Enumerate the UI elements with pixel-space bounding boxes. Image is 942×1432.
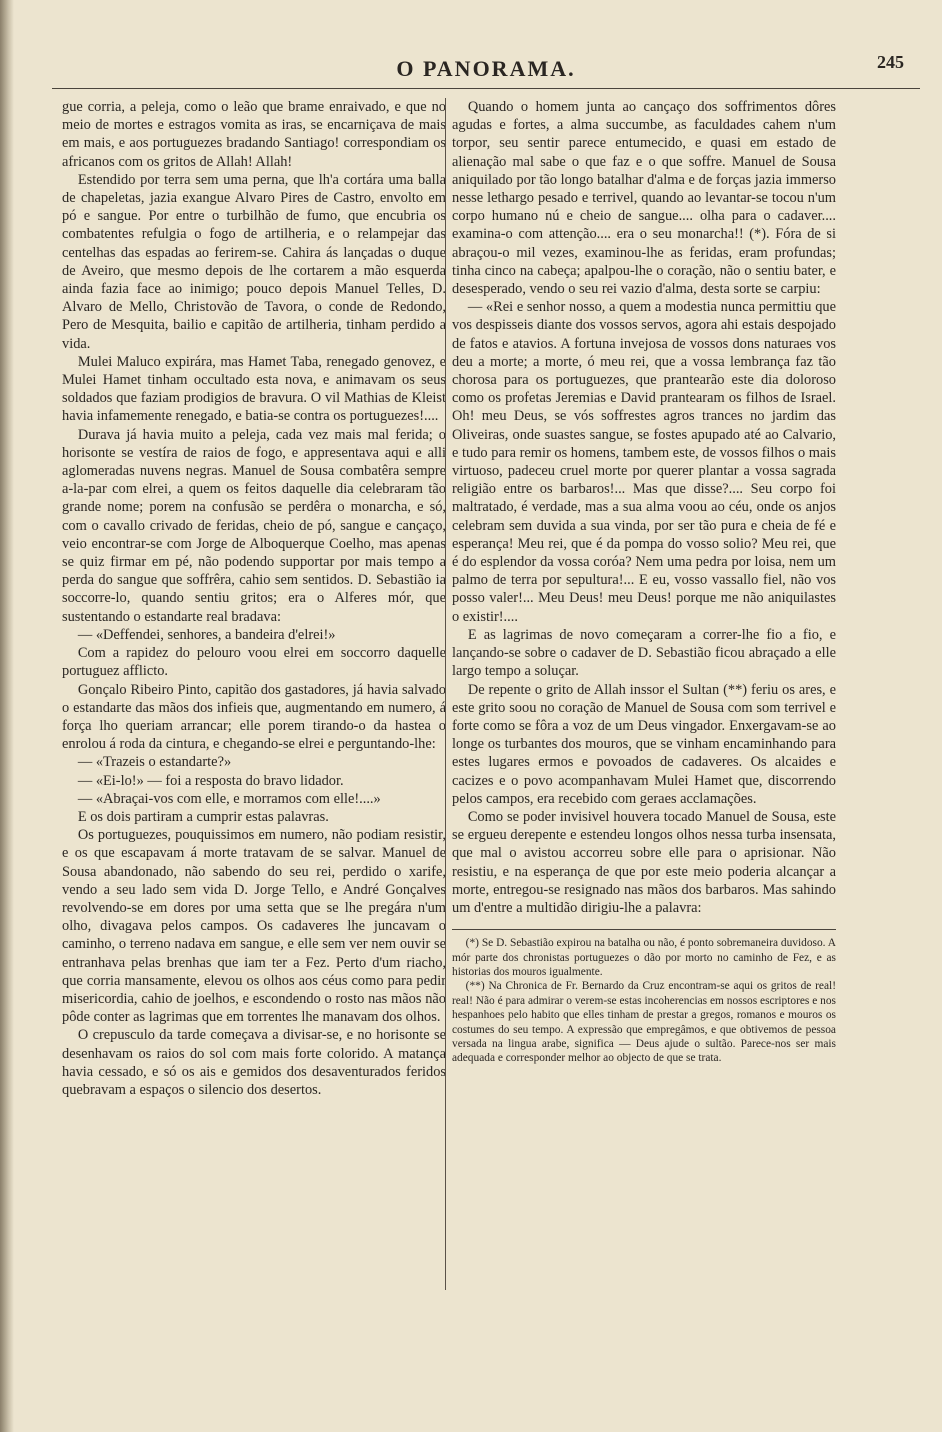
paragraph: Os portuguezes, pouquissimos em numero, não podiam resistir, e os que escapavam á morte tratavam de se salvar. Manuel de Sousa abandonado, não sabendo do seu rei, perdido o xarife, vendo a seu lado sem vida D. Jorge Tello, e André Gonçalves revolvendo-se em dores por uma setta que se lhe pregára n'um olho, divagava pelos campos. Os cadaveres lhe juncavam o caminho, o terreno nadava em sangue, e elle sem ver nem ouvir se entranhava pelas brenhas que iam ter a Fez. Perto d'um riacho, que corria mansamente, elevou os olhos aos céus como para pedir misericordia, cahio de joelhos, e escondendo o rosto nas mãos não pôde conter as lagrimas que em torrentes lhe manavam dos olhos. xyxy=(62,827,446,1026)
column-divider xyxy=(445,98,446,1290)
header-rule xyxy=(52,88,920,89)
paragraph: gue corria, a peleja, como o leão que brame enraivado, e que no meio de mortes e estragos vomita as iras, se encarniçava de mais em mais, e aos portuguezes bradando Santiago! correspondiam os africanos com os gritos de Allah! Allah! xyxy=(62,99,446,170)
footnote: (**) Na Chronica de Fr. Bernardo da Cruz encontram-se aqui os gritos de real! real! Não é para admirar o verem-se estas incoherencias em nossos escriptores e nos hespanhoes pelo habito que elles tinham de prestar a gregos, romanos e mouros os costumes do seu tempo. A expressão que empregâmos, e que obtivemos de pessoa versada na lingua arabe, significa — Deus ajude o sultão. Parece-nos ser mais adequada e corresponder melhor ao objecto de que se trata. xyxy=(452,980,836,1065)
paragraph: E os dois partiram a cumprir estas palavras. xyxy=(77,808,329,825)
dialogue-line: — «Ei-lo!» — foi a resposta do bravo lidador. xyxy=(77,772,344,789)
paragraph: Mulei Maluco expirára, mas Hamet Taba, renegado genovez, e Mulei Hamet tinham occultado esta nova, e animavam os seus soldados que faziam prodigios de bravura. O vil Mathias de Kleist havia infamemente renegado, e batia-se contra os portuguezes!.... xyxy=(62,353,446,425)
paragraph: Quando o homem junta ao cançaço dos soffrimentos dôres agudas e fortes, a alma succumbe, as faculdades cahem n'um torpor, seu sentir parece entumecido, e quasi em estado de alienação mal sabe o que faz e o que soffre. Manuel de Sousa aniquilado por tão longo batalhar d'alma e de forças jazia immerso nesse lethargo pesado e terrivel, quando ao levantar-se tocou n'um corpo humano nú e cheio de sangue.... olha para o cadaver.... examina-o com attenção.... era o seu monarcha!! (*). Fóra de si abraçou-o mil vezes, examinou-lhe as feridas, eram profundas; tinha cinco na cabeça; apalpou-lhe o coração, não o sentiu bater, e desesperado, vendo o seu rei vazio d'alma, desta sorte se carpiu: xyxy=(452,99,836,298)
dialogue-line: — «Deffendei, senhores, a bandeira d'elrei!» xyxy=(77,626,336,643)
dialogue-line: — «Rei e senhor nosso, a quem a modestia nunca permittiu que vos despisseis diante dos vossos servos, agora ahi estais despojado de fatos e atavios. A fortuna invejosa de vossos dons naturaes vos deu a morte; a morte, ó meu rei, que a vossa lembrança faz tão chorosa para os portuguezes, que prantearão este dia doloroso como os profetas Jeremias e David prantearam os filhos de Israel. Oh! meu Deus, se vós soffrestes agros trances no jardim das Oliveiras, onde suastes sangue, se fostes apupado até ao Calvario, e tudo para remir os homens, tambem este, de vossos filhos o mais virtuoso, padeceu cruel morte por querer plantar a vossa sagrada religião entre os barbaros!... Mas que disse?.... Seu corpo foi maltratado, é verdade, mas a sua alma voou ao céu, onde os anjos celebram sem duvida a sua vinda, por ser tão pura e cheia de fé e esperança! Meu rei, que é da pompa do vosso solio? Meu rei, que é do esplendor da vossa coróa? Nem uma pedra por loisa, nem um palmo de terra por sepultura!... E eu, vosso vassallo fiel, não vos posso valer!... Meu Deus! meu Deus! porque me não aniquilastes o existir!.... xyxy=(452,299,836,625)
paragraph: Com a rapidez do pelouro voou elrei em soccorro daquelle portuguez afflicto. xyxy=(62,645,446,680)
page-header xyxy=(52,48,920,88)
page xyxy=(52,48,920,1098)
dialogue-line: — «Trazeis o estandarte?» xyxy=(77,754,232,771)
right-column xyxy=(452,98,836,1066)
paragraph: Durava já havia muito a peleja, cada vez mais mal ferida; o horisonte se vestíra de raios de fogo, e appresentava aqui e alli aglomeradas nuvens negras. Manuel de Sousa combatêra sempre a-la-par com elrei, a quem os feitos daquelle dia celebraram tão grande nome; porem na confusão se perdêra o monarcha, e só, com o cavallo crivado de feridas, cheio de pó, sangue e cançaço, veio encontrar-se com Jorge de Alboquerque Coelho, mas apenas se quiz firmar em pé, não podendo supportar por mais tempo a perda do sangue que soffrêra, cahio sem sentidos. D. Sebastião ia soccorre-lo, quando sentiu gritos; era o Alferes mór, que sustentando o estandarte real bradava: xyxy=(62,426,446,625)
paragraph: Estendido por terra sem uma perna, que lh'a cortára uma balla de chapeletas, jazia exangue Alvaro Pires de Castro, envolto em pó e sangue. Por entre o turbilhão de fumo, que encubria os combatentes refulgia o fogo de artilheria, e o relampejar das centelhas das espadas ao ferirem-se. Cahira ás lançadas o duque de Aveiro, que mesmo depois de lhe cortarem a mão esquerda ainda fazia face ao inimigo; pouco depois Manuel Telles, D. Alvaro de Mello, Christovão de Tavora, o conde de Redondo, Pero de Mesquita, bailio e capitão de artilheria, tinham perdido a vida. xyxy=(62,171,446,352)
paragraph: Como se poder invisivel houvera tocado Manuel de Sousa, este se ergueu derepente e estendeu longos olhos nessa turba insensata, que mal o avistou accorreu sobre elle para o aprisionar. Não resistiu, e na esperança de que por este meio poderia alcançar a morte, entregou-se resignado nas mãos dos barbaros. Mas sahindo um d'entre a multidão dirigiu-lhe a palavra: xyxy=(452,808,836,916)
footnote-rule xyxy=(452,929,836,930)
left-column xyxy=(62,98,446,1099)
paragraph: O crepusculo da tarde começava a divisar-se, e no horisonte se desenhavam os raios do sol com mais forte colorido. A matança havia cessado, e só os ais e gemidos dos desaventurados feridos quebravam a espaços o silencio dos desertos. xyxy=(62,1027,446,1098)
dialogue-line: — «Abraçai-vos com elle, e morramos com elle!....» xyxy=(77,790,381,807)
paragraph: Gonçalo Ribeiro Pinto, capitão dos gastadores, já havia salvado o estandarte das mãos dos infieis que, augmentando em numero, á força lho queriam arrancar; elle porem tirando-o da hastea o enrolou á roda da cintura, e chegando-se elrei e perguntando-lhe: xyxy=(62,681,446,753)
journal-title: O PANORAMA. xyxy=(396,56,576,81)
book-spine xyxy=(0,0,14,1432)
paragraph: E as lagrimas de novo começaram a correr-lhe fio a fio, e lançando-se sobre o cadaver de D. Sebastião ficou abraçado a elle largo tempo a soluçar. xyxy=(452,626,836,680)
page-number: 245 xyxy=(877,52,904,72)
footnote: (*) Se D. Sebastião expirou na batalha ou não, é ponto sobremaneira duvidoso. A mór parte dos chronistas portuguezes o dão por morto no caminho de Fez, e as historias dos mouros igualmente. xyxy=(452,937,836,978)
paragraph: De repente o grito de Allah inssor el Sultan (**) feriu os ares, e este grito soou no coração de Manuel de Sousa com som terrivel e forte como se fôra a voz de um Deus vingador. Enxergavam-se ao longe os turbantes dos mouros, que se vinham encaminhando para estes lugares ermos e povoados de cadaveres. Os alcaides e cacizes e o povo acompanhavam Mulei Hamet que, discorrendo pelos campos, era recebido com geraes acclamações. xyxy=(452,681,836,807)
